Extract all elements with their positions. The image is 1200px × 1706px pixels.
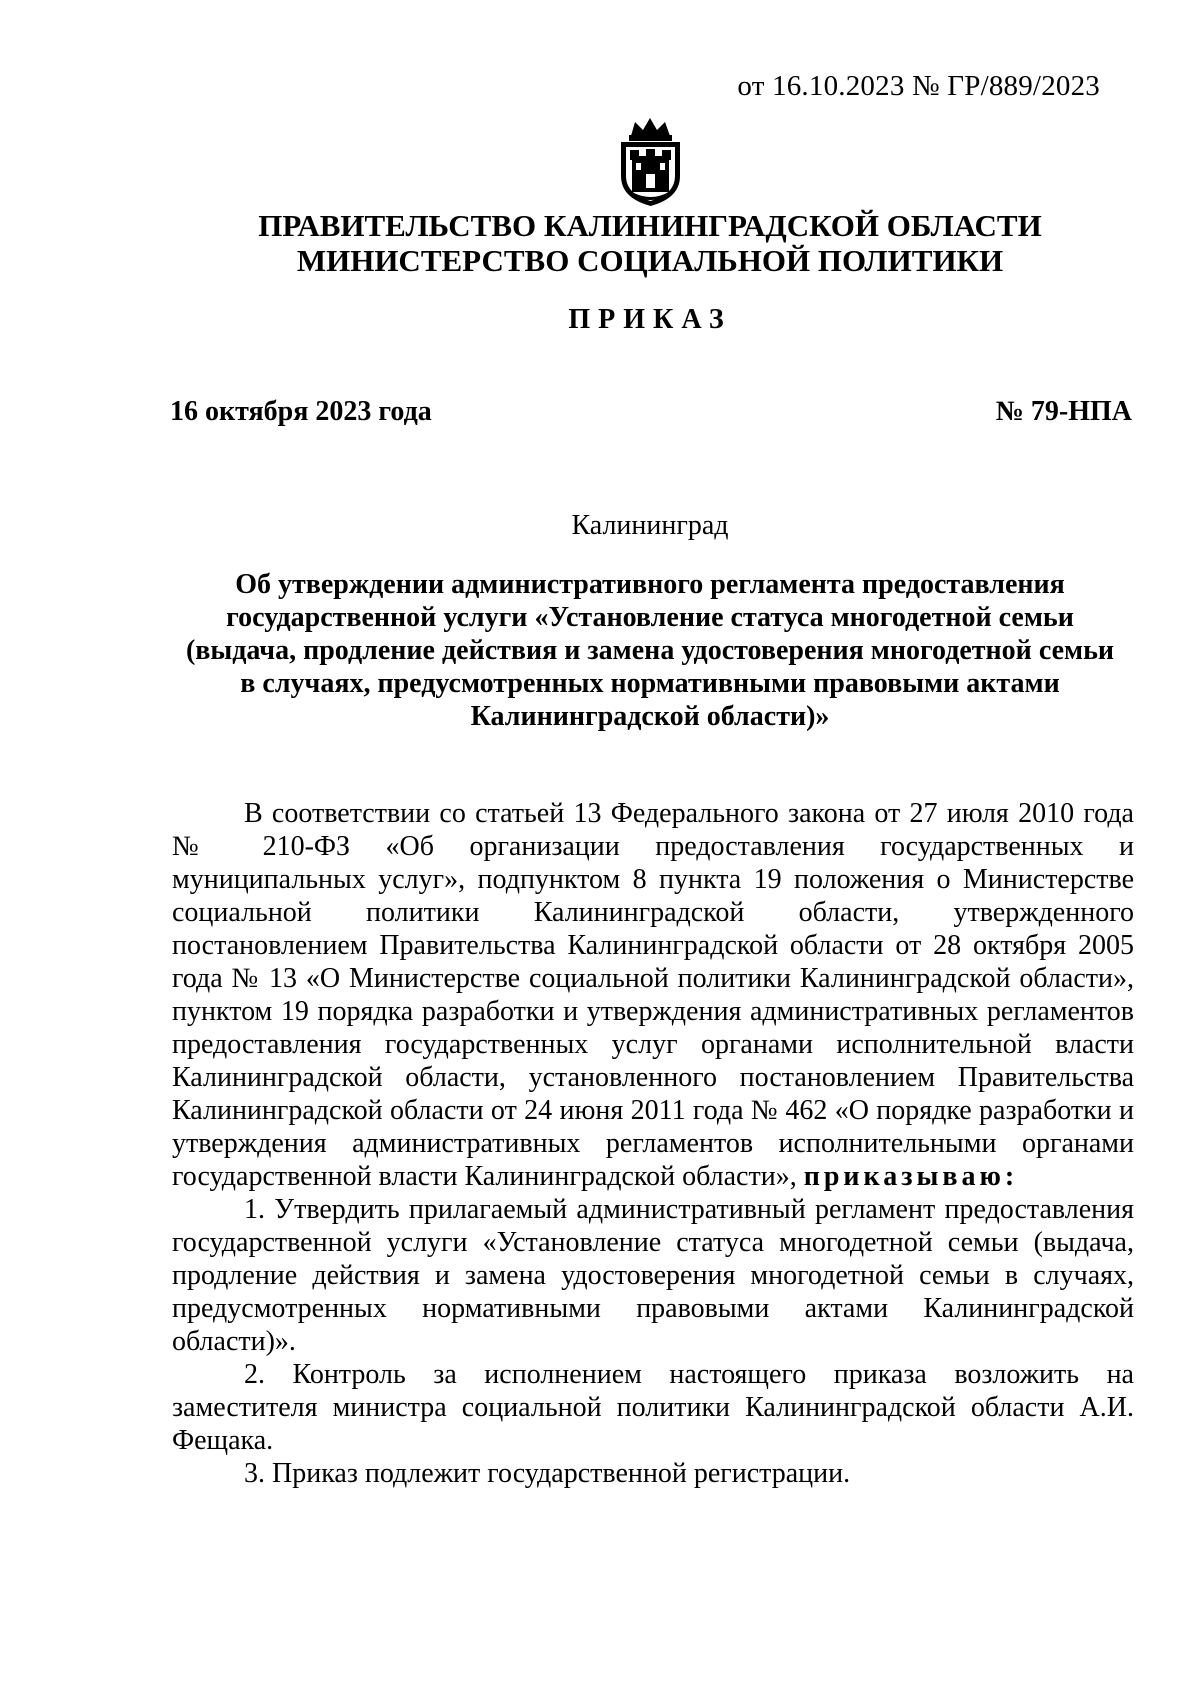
- order-item-1: 1. Утвердить прилагаемый административный регламент предоставления государственной услуги «Установление статуса многодетной семьи (выдача, продление действия и замена удостоверения многодетной семьи в случаях, предусмотренных нормативными правовыми актами Калининградской области)».: [172, 1194, 1134, 1357]
- preamble-paragraph: [172, 797, 1134, 1193]
- document-number: № 79-НПА: [995, 396, 1132, 427]
- document-title: [170, 568, 1130, 733]
- kaliningrad-coat-of-arms-icon: [613, 116, 688, 208]
- government-name: ПРАВИТЕЛЬСТВО КАЛИНИНГРАДСКОЙ ОБЛАСТИ: [258, 208, 1042, 243]
- order-item-2: 2. Контроль за исполнением настоящего приказа возложить на заместителя министра социальной политики Калининградской области А.И. Фещака.: [172, 1359, 1134, 1456]
- title-line: Калининградской области)»: [470, 701, 830, 732]
- title-line: Об утверждении административного регламента предоставления: [235, 569, 1065, 600]
- preamble-text: В соответствии со статьей 13 Федерального закона от 27 июля 2010 года № 210-ФЗ «Об организации предоставления государственных и муниципальных услуг», подпунктом 8 пункта 19 положения о Министерстве социальной политики Калининградской области, утвержденного постановлением Правительства Калининградской области от 28 октября 2005 года № 13 «О Министерстве социальной политики Калининградской области», пунктом 19 порядка разработки и утверждения административных регламентов предоставления государственных услуг органами исполнительной власти Калининградской области, установленного постановлением Правительства Калининградской области от 24 июня 2011 года № 462 «О порядке разработки и утверждения административных регламентов исполнительными органами государственной власти Калининградской области»,: [172, 798, 1134, 1192]
- ministry-name: МИНИСТЕРСТВО СОЦИАЛЬНОЙ ПОЛИТИКИ: [296, 243, 1004, 278]
- document-type: ПРИКАЗ: [568, 304, 732, 335]
- order-item-3: 3. Приказ подлежит государственной регистрации.: [244, 1458, 851, 1489]
- title-line: (выдача, продление действия и замена удостоверения многодетной семьи: [185, 635, 1115, 666]
- city-name: Калининград: [571, 510, 729, 541]
- document-body: [172, 797, 1134, 1490]
- government-header: [0, 208, 1200, 278]
- registration-number: от 16.10.2023 № ГР/889/2023: [737, 70, 1100, 102]
- order-word: приказываю:: [803, 1161, 1019, 1192]
- title-line: в случаях, предусмотренных нормативными правовыми актами: [240, 668, 1060, 699]
- title-line: государственной услуги «Установление статуса многодетной семьи: [226, 602, 1074, 633]
- document-date: 16 октября 2023 года: [170, 396, 432, 427]
